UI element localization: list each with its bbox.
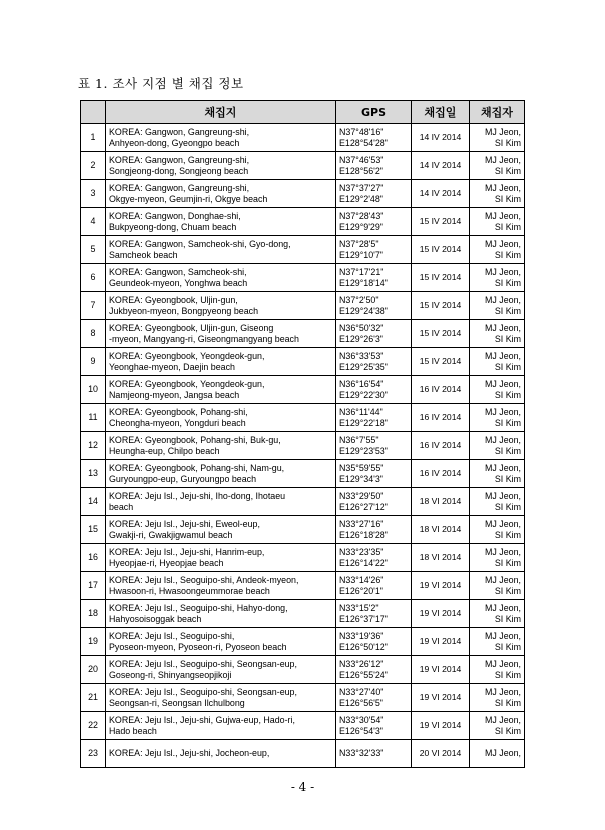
gps-latitude: N33°32'33": [339, 748, 384, 759]
gps-longitude: E129°23'53": [339, 445, 388, 456]
site-line-2: beach: [109, 501, 134, 512]
site-line-2: -myeon, Mangyang-ri, Giseongmangyang beach: [109, 333, 299, 344]
table-row: [81, 292, 525, 320]
site-line-1: KOREA: Gyeongbook, Uljin-gun,: [109, 294, 238, 305]
collection-date: 19 VI 2014: [412, 628, 470, 656]
table-row: [81, 572, 525, 600]
gps-coordinates: [336, 432, 412, 460]
collection-date: 19 VI 2014: [412, 684, 470, 712]
site-line-2: Guryoungpo-eup, Guryoungpo beach: [109, 473, 257, 484]
collection-site: [106, 572, 336, 600]
row-number: 16: [81, 544, 106, 572]
gps-latitude: N37°46'53": [339, 154, 384, 165]
collector-line-1: MJ Jeon,: [484, 574, 521, 585]
collector-line-1: MJ Jeon,: [484, 182, 521, 193]
gps-coordinates: [336, 460, 412, 488]
collection-site: [106, 180, 336, 208]
table-row: [81, 544, 525, 572]
collection-site: [106, 404, 336, 432]
collector-line-2: SI Kim: [494, 557, 521, 568]
collector-line-1: MJ Jeon,: [484, 630, 521, 641]
site-line-1: KOREA: Jeju Isl., Jeju-shi, Gujwa-eup, Hado-ri,: [109, 714, 295, 725]
collection-site: [106, 544, 336, 572]
site-line-2: Hado beach: [109, 725, 157, 736]
row-number: 7: [81, 292, 106, 320]
collector-line-1: MJ Jeon,: [484, 238, 521, 249]
collector-line-1: MJ Jeon,: [484, 266, 521, 277]
collector: [470, 488, 525, 516]
collector-line-1: MJ Jeon,: [484, 462, 521, 473]
site-line-2: Hwasoon-ri, Hwasoongeummorae beach: [109, 585, 270, 596]
page-number: - 4 -: [290, 780, 315, 794]
site-line-1: KOREA: Jeju Isl., Seoguipo-shi, Hahyo-dong,: [109, 602, 288, 613]
row-number: 13: [81, 460, 106, 488]
collector-line-1: MJ Jeon,: [484, 406, 521, 417]
gps-longitude: E126°54'3": [339, 725, 383, 736]
collection-date: 15 IV 2014: [412, 208, 470, 236]
collector: [470, 264, 525, 292]
collector: [470, 404, 525, 432]
collector-line-1: MJ Jeon,: [484, 546, 521, 557]
row-number: 18: [81, 600, 106, 628]
table-row: [81, 404, 525, 432]
collector-line-1: MJ Jeon,: [484, 210, 521, 221]
site-line-1: KOREA: Gyeongbook, Yeongdeok-gun,: [109, 350, 265, 361]
site-line-2: Goseong-ri, Shinyangseopjikoji: [109, 669, 232, 680]
site-line-1: KOREA: Jeju Isl., Seoguipo-shi, Seongsan-eup,: [109, 686, 297, 697]
gps-latitude: N33°26'12": [339, 658, 384, 669]
collection-date: 16 IV 2014: [412, 376, 470, 404]
collection-date: 15 IV 2014: [412, 292, 470, 320]
gps-longitude: E129°34'3": [339, 473, 383, 484]
collection-date: 16 IV 2014: [412, 460, 470, 488]
header-collector: 채집자: [470, 101, 525, 124]
collection-site: [106, 124, 336, 152]
row-number: 21: [81, 684, 106, 712]
collector: [470, 740, 525, 768]
site-line-1: KOREA: Gangwon, Donghae-shi,: [109, 210, 241, 221]
row-number: 5: [81, 236, 106, 264]
gps-latitude: N37°37'27": [339, 182, 384, 193]
row-number: 15: [81, 516, 106, 544]
collector-line-1: MJ Jeon,: [484, 294, 521, 305]
collection-site: [106, 656, 336, 684]
gps-coordinates: [336, 684, 412, 712]
table-row: [81, 376, 525, 404]
collection-date: 18 VI 2014: [412, 544, 470, 572]
site-line-1: KOREA: Gangwon, Samcheok-shi,: [109, 266, 247, 277]
collection-site: [106, 152, 336, 180]
site-line-2: Anhyeon-dong, Gyeongpo beach: [109, 137, 240, 148]
collection-site: [106, 348, 336, 376]
gps-longitude: E128°54'28": [339, 137, 388, 148]
gps-coordinates: [336, 348, 412, 376]
collection-date: 16 IV 2014: [412, 432, 470, 460]
collection-site: [106, 488, 336, 516]
site-line-1: KOREA: Gangwon, Gangreung-shi,: [109, 126, 250, 137]
site-line-1: KOREA: Jeju Isl., Seoguipo-shi, Andeok-myeon,: [109, 574, 299, 585]
collector-line-2: SI Kim: [494, 249, 521, 260]
site-line-1: KOREA: Gyeongbook, Yeongdeok-gun,: [109, 378, 265, 389]
gps-coordinates: [336, 656, 412, 684]
collection-date: 19 VI 2014: [412, 572, 470, 600]
row-number: 9: [81, 348, 106, 376]
gps-longitude: E129°24'38": [339, 305, 388, 316]
header-date: 채집일: [412, 101, 470, 124]
site-line-2: Songjeong-dong, Songjeong beach: [109, 165, 249, 176]
gps-longitude: E126°37'17": [339, 613, 388, 624]
collection-site-table: [80, 100, 525, 768]
gps-latitude: N33°19'36": [339, 630, 384, 641]
gps-coordinates: [336, 740, 412, 768]
table-row: [81, 124, 525, 152]
collector-line-1: MJ Jeon,: [484, 350, 521, 361]
table-row: [81, 656, 525, 684]
collector-line-2: SI Kim: [494, 277, 521, 288]
collector-line-1: MJ Jeon,: [484, 154, 521, 165]
site-line-1: KOREA: Gyeongbook, Pohang-shi, Nam-gu,: [109, 462, 285, 473]
row-number: 10: [81, 376, 106, 404]
table-row: [81, 180, 525, 208]
collector: [470, 208, 525, 236]
row-number: 8: [81, 320, 106, 348]
table-row: [81, 460, 525, 488]
gps-latitude: N37°2'50": [339, 294, 379, 305]
gps-longitude: E126°14'22": [339, 557, 388, 568]
table-row: [81, 320, 525, 348]
collection-date: 14 IV 2014: [412, 152, 470, 180]
row-number: 14: [81, 488, 106, 516]
collector: [470, 348, 525, 376]
row-number: 2: [81, 152, 106, 180]
collection-site: [106, 208, 336, 236]
table-row: [81, 264, 525, 292]
gps-coordinates: [336, 292, 412, 320]
gps-longitude: E129°26'3": [339, 333, 383, 344]
table-row: [81, 488, 525, 516]
site-line-2: Okgye-myeon, Geumjin-ri, Okgye beach: [109, 193, 268, 204]
site-line-1: KOREA: Jeju Isl., Seoguipo-shi, Seongsan-eup,: [109, 658, 297, 669]
table-row: [81, 208, 525, 236]
gps-coordinates: [336, 124, 412, 152]
collector: [470, 544, 525, 572]
collector: [470, 684, 525, 712]
collector-line-1: MJ Jeon,: [484, 714, 521, 725]
row-number: 4: [81, 208, 106, 236]
gps-longitude: E129°22'30": [339, 389, 388, 400]
gps-longitude: E126°18'28": [339, 529, 388, 540]
collection-site: [106, 460, 336, 488]
site-line-2: Hahyosoisoggak beach: [109, 613, 202, 624]
site-line-1: KOREA: Jeju Isl., Jeju-shi, Iho-dong, Ihotaeu: [109, 490, 286, 501]
collector: [470, 712, 525, 740]
gps-latitude: N36°50'32": [339, 322, 384, 333]
collector: [470, 460, 525, 488]
table-row: [81, 348, 525, 376]
collector-line-1: MJ Jeon,: [484, 322, 521, 333]
gps-latitude: N33°30'54": [339, 714, 384, 725]
collection-date: 18 VI 2014: [412, 516, 470, 544]
gps-coordinates: [336, 264, 412, 292]
collector-line-1: MJ Jeon,: [484, 686, 521, 697]
collection-site: [106, 628, 336, 656]
collector-line-2: SI Kim: [494, 221, 521, 232]
row-number: 12: [81, 432, 106, 460]
table-body: [81, 124, 525, 768]
collection-site: [106, 376, 336, 404]
row-number: 11: [81, 404, 106, 432]
site-line-1: KOREA: Gyeongbook, Uljin-gun, Giseong: [109, 322, 274, 333]
collection-site: [106, 740, 336, 768]
gps-longitude: E126°50'12": [339, 641, 388, 652]
collector-line-2: SI Kim: [494, 641, 521, 652]
collector: [470, 376, 525, 404]
collection-date: 19 VI 2014: [412, 600, 470, 628]
gps-coordinates: [336, 712, 412, 740]
site-line-2: Samcheok beach: [109, 249, 178, 260]
collector-line-1: MJ Jeon,: [484, 378, 521, 389]
site-line-2: Yeonghae-myeon, Daejin beach: [109, 361, 235, 372]
collector-line-2: SI Kim: [494, 697, 521, 708]
collection-site: [106, 236, 336, 264]
collector-line-2: SI Kim: [494, 305, 521, 316]
collector: [470, 600, 525, 628]
collector-line-2: SI Kim: [494, 165, 521, 176]
gps-coordinates: [336, 320, 412, 348]
gps-longitude: E126°56'5": [339, 697, 383, 708]
gps-longitude: E129°22'18": [339, 417, 388, 428]
collection-date: 20 VI 2014: [412, 740, 470, 768]
collector-line-2: SI Kim: [494, 445, 521, 456]
collector: [470, 152, 525, 180]
collector: [470, 320, 525, 348]
collector-line-1: MJ Jeon,: [484, 126, 521, 137]
table-row: [81, 712, 525, 740]
gps-longitude: E129°2'48": [339, 193, 383, 204]
gps-coordinates: [336, 180, 412, 208]
collection-site: [106, 264, 336, 292]
gps-longitude: E129°10'7": [339, 249, 383, 260]
gps-latitude: N33°15'2": [339, 602, 379, 613]
row-number: 23: [81, 740, 106, 768]
header-gps: GPS: [336, 101, 412, 124]
collector: [470, 292, 525, 320]
site-line-1: KOREA: Jeju Isl., Jeju-shi, Eweol-eup,: [109, 518, 260, 529]
collector-line-1: MJ Jeon,: [484, 748, 521, 759]
site-line-2: Seongsan-ri, Seongsan Ilchulbong: [109, 697, 245, 708]
gps-latitude: N33°23'35": [339, 546, 384, 557]
collector-line-2: SI Kim: [494, 361, 521, 372]
gps-latitude: N33°27'40": [339, 686, 384, 697]
collector-line-2: SI Kim: [494, 333, 521, 344]
collector-line-2: SI Kim: [494, 193, 521, 204]
site-line-2: Jukbyeon-myeon, Bongpyeong beach: [109, 305, 259, 316]
gps-coordinates: [336, 208, 412, 236]
row-number: 17: [81, 572, 106, 600]
gps-latitude: N36°7'55": [339, 434, 379, 445]
site-line-2: Cheongha-myeon, Yongduri beach: [109, 417, 246, 428]
table-row: [81, 740, 525, 768]
collection-date: 15 IV 2014: [412, 348, 470, 376]
collection-site: [106, 292, 336, 320]
collector: [470, 124, 525, 152]
collection-date: 14 IV 2014: [412, 124, 470, 152]
collection-date: 15 IV 2014: [412, 236, 470, 264]
gps-coordinates: [336, 404, 412, 432]
collector-line-1: MJ Jeon,: [484, 658, 521, 669]
collection-date: 15 IV 2014: [412, 264, 470, 292]
collector-line-1: MJ Jeon,: [484, 602, 521, 613]
collection-date: 19 VI 2014: [412, 712, 470, 740]
collection-site: [106, 600, 336, 628]
collection-site: [106, 516, 336, 544]
table-caption: 표 1. 조사 지점 별 채집 정보: [78, 76, 244, 91]
site-line-1: KOREA: Gangwon, Gangreung-shi,: [109, 182, 250, 193]
gps-latitude: N37°17'21": [339, 266, 384, 277]
site-line-1: KOREA: Gyeongbook, Pohang-shi, Buk-gu,: [109, 434, 281, 445]
header-number: [81, 101, 106, 124]
header-site: 채집지: [106, 101, 336, 124]
collector-line-2: SI Kim: [494, 389, 521, 400]
row-number: 19: [81, 628, 106, 656]
table-row: [81, 236, 525, 264]
collector-line-2: SI Kim: [494, 417, 521, 428]
gps-coordinates: [336, 544, 412, 572]
gps-coordinates: [336, 628, 412, 656]
site-line-2: Bukpyeong-dong, Chuam beach: [109, 221, 237, 232]
collector: [470, 516, 525, 544]
collection-date: 16 IV 2014: [412, 404, 470, 432]
collector-line-2: SI Kim: [494, 725, 521, 736]
collection-date: 18 VI 2014: [412, 488, 470, 516]
row-number: 1: [81, 124, 106, 152]
site-line-1: KOREA: Gangwon, Samcheok-shi, Gyo-dong,: [109, 238, 291, 249]
collector: [470, 432, 525, 460]
collection-date: 19 VI 2014: [412, 656, 470, 684]
table-row: [81, 432, 525, 460]
table-row: [81, 516, 525, 544]
table-row: [81, 152, 525, 180]
table-header-row: [81, 101, 525, 124]
gps-latitude: N36°16'54": [339, 378, 384, 389]
collector-line-2: SI Kim: [494, 669, 521, 680]
collector-line-2: SI Kim: [494, 529, 521, 540]
collector-line-2: SI Kim: [494, 613, 521, 624]
collection-site: [106, 432, 336, 460]
site-line-2: Gwakji-ri, Gwakjigwamul beach: [109, 529, 233, 540]
collector: [470, 236, 525, 264]
collector-line-1: MJ Jeon,: [484, 490, 521, 501]
gps-longitude: E126°20'1": [339, 585, 383, 596]
site-line-2: Pyoseon-myeon, Pyoseon-ri, Pyoseon beach: [109, 641, 287, 652]
table-row: [81, 684, 525, 712]
collection-date: 14 IV 2014: [412, 180, 470, 208]
collector: [470, 180, 525, 208]
row-number: 20: [81, 656, 106, 684]
collector-line-2: SI Kim: [494, 585, 521, 596]
collection-site: [106, 684, 336, 712]
row-number: 3: [81, 180, 106, 208]
gps-longitude: E126°27'12": [339, 501, 388, 512]
collector-line-2: SI Kim: [494, 473, 521, 484]
gps-coordinates: [336, 572, 412, 600]
gps-latitude: N37°28'5": [339, 238, 379, 249]
gps-coordinates: [336, 516, 412, 544]
gps-longitude: E129°9'29": [339, 221, 383, 232]
collector: [470, 628, 525, 656]
gps-latitude: N36°11'44": [339, 406, 383, 417]
gps-coordinates: [336, 236, 412, 264]
collector: [470, 656, 525, 684]
gps-latitude: N33°27'16": [339, 518, 384, 529]
table-row: [81, 628, 525, 656]
row-number: 6: [81, 264, 106, 292]
site-line-1: KOREA: Gangwon, Gangreung-shi,: [109, 154, 250, 165]
gps-latitude: N37°48'16": [339, 126, 384, 137]
gps-longitude: E129°25'35": [339, 361, 388, 372]
table-row: [81, 600, 525, 628]
site-line-2: Geundeok-myeon, Yonghwa beach: [109, 277, 248, 288]
gps-coordinates: [336, 488, 412, 516]
site-line-2: Heungha-eup, Chilpo beach: [109, 445, 220, 456]
site-line-1: KOREA: Jeju Isl., Jeju-shi, Jocheon-eup,: [109, 748, 270, 759]
site-line-1: KOREA: Jeju Isl., Jeju-shi, Hanrim-eup,: [109, 546, 265, 557]
collector-line-2: SI Kim: [494, 501, 521, 512]
site-line-1: KOREA: Gyeongbook, Pohang-shi,: [109, 406, 248, 417]
collection-site: [106, 320, 336, 348]
gps-longitude: E129°18'14": [339, 277, 388, 288]
gps-coordinates: [336, 152, 412, 180]
gps-latitude: N36°33'53": [339, 350, 384, 361]
collection-date: 15 IV 2014: [412, 320, 470, 348]
collection-site: [106, 712, 336, 740]
gps-longitude: E126°55'24": [339, 669, 388, 680]
gps-coordinates: [336, 376, 412, 404]
gps-longitude: E128°56'2": [339, 165, 383, 176]
collector-line-1: MJ Jeon,: [484, 434, 521, 445]
site-line-2: Namjeong-myeon, Jangsa beach: [109, 389, 240, 400]
collector-line-1: MJ Jeon,: [484, 518, 521, 529]
gps-latitude: N35°59'55": [339, 462, 384, 473]
collector: [470, 572, 525, 600]
site-line-2: Hyeopjae-ri, Hyeopjae beach: [109, 557, 224, 568]
gps-coordinates: [336, 600, 412, 628]
gps-latitude: N37°28'43": [339, 210, 384, 221]
site-line-1: KOREA: Jeju Isl., Seoguipo-shi,: [109, 630, 235, 641]
gps-latitude: N33°14'26": [339, 574, 384, 585]
gps-latitude: N33°29'50": [339, 490, 384, 501]
collector-line-2: SI Kim: [494, 137, 521, 148]
row-number: 22: [81, 712, 106, 740]
